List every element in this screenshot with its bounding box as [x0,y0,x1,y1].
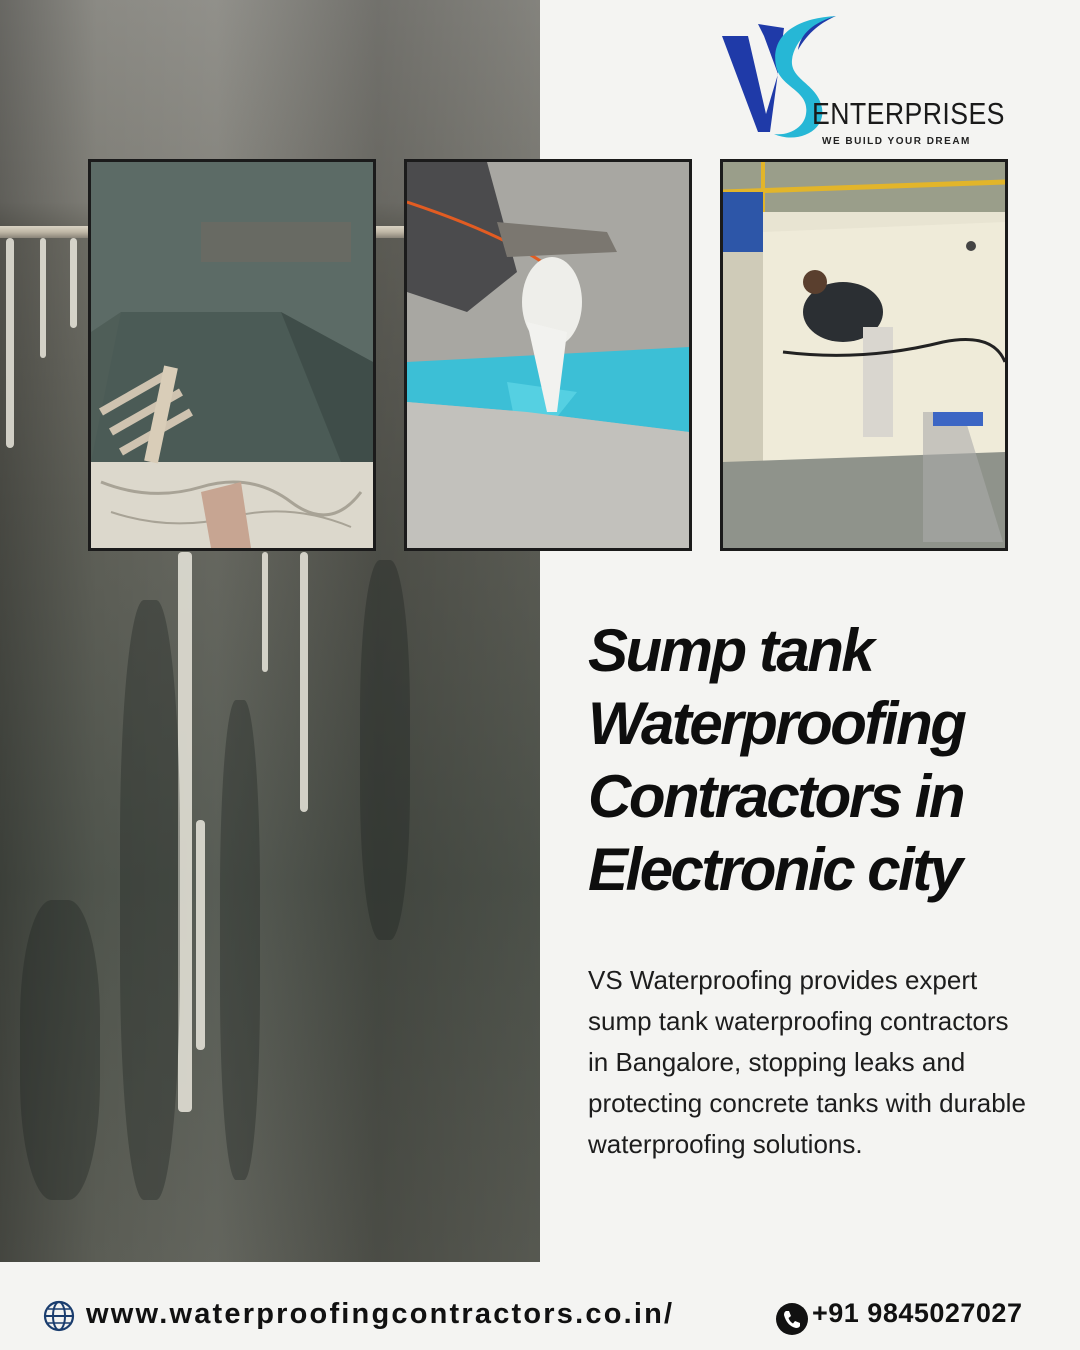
website-link[interactable]: www.waterproofingcontractors.co.in/ [86,1298,675,1330]
efflorescence-streak [196,820,205,1050]
headline-line-2: Waterproofing [588,690,965,757]
headline-line-1: Sump tank [588,617,873,684]
page-headline [588,614,1058,906]
phone-icon [776,1303,808,1335]
moisture-stain [360,560,410,940]
service-description: VS Waterproofing provides expert sump tank waterproofing contractors in Bangalore, stopping leaks and protecting concrete tanks with durable waterproofing solutions. [588,965,1026,1159]
vs-enterprises-logo [718,14,1018,147]
efflorescence-streak [178,552,192,1112]
headline-line-3: Contractors in [588,763,964,830]
moisture-stain [120,600,180,1200]
moisture-stain [220,700,260,1180]
phone-link[interactable]: +91 9845027027 [812,1298,1023,1328]
sump-tank-interior-photo [88,159,376,551]
efflorescence-streak [40,238,46,358]
efflorescence-streak [6,238,14,448]
brand-name: ENTERPRISES [812,96,1005,131]
efflorescence-streak [70,238,77,328]
headline-line-4: Electronic city [588,836,961,903]
efflorescence-streak [300,552,308,812]
brand-tagline: WE BUILD YOUR DREAM [822,136,971,147]
moisture-stain [20,900,100,1200]
efflorescence-streak [262,552,268,672]
blue-membrane-application-photo [404,159,692,551]
spray-coating-tank-photo [720,159,1008,551]
globe-icon [43,1300,75,1332]
